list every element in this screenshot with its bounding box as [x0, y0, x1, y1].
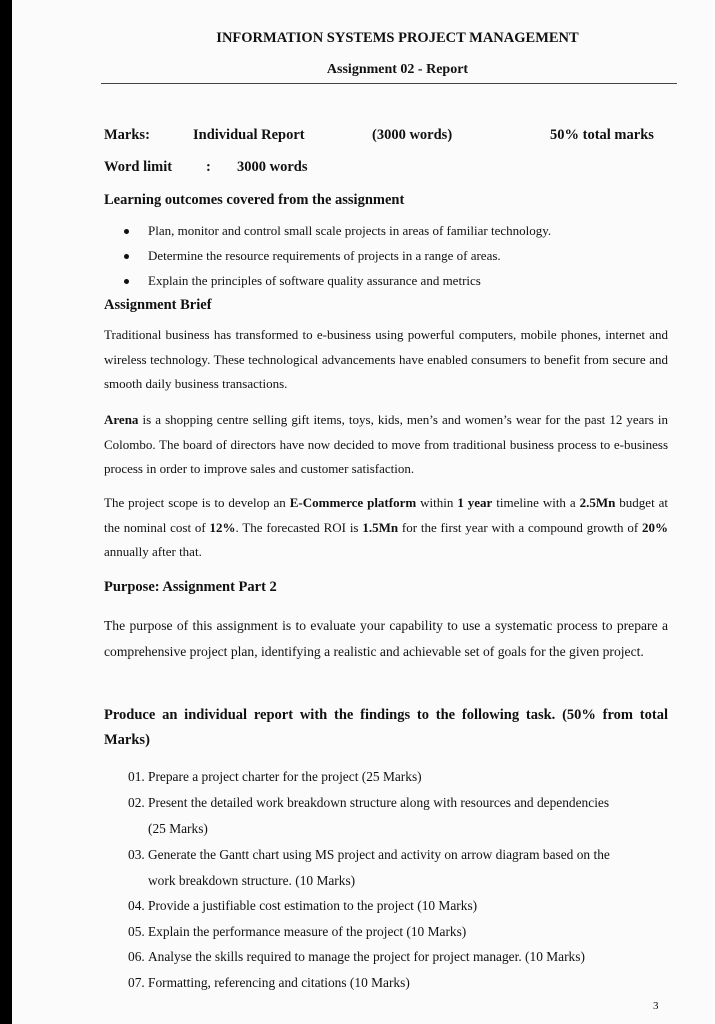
- document-subtitle: Assignment 02 - Report: [326, 62, 469, 77]
- task-number: 02.: [128, 795, 145, 810]
- header-divider: [101, 83, 677, 84]
- word-limit-value: 3000 words: [237, 159, 308, 175]
- outcome-item: Plan, monitor and control small scale projects in areas of familiar technology.: [148, 223, 552, 238]
- task-number: 04.: [128, 898, 145, 913]
- marks-label: Marks:: [104, 127, 150, 143]
- marks-weight: 50% total marks: [550, 127, 654, 143]
- purpose-paragraph: The purpose of this assignment is to evaluate your capability to use a systematic process to prepare a comprehensive project plan, identifying a realistic and achievable set of goals for the given project.: [104, 618, 668, 659]
- brief-paragraph-3: The project scope is to develop an E-Commerce platform within 1 year timeline with a 2.5Mn budget at the nominal cost of 12%. The forecasted ROI is 1.5Mn for the first year with a compound growth of 20% annually after that.: [104, 495, 669, 559]
- task-text: Provide a justifiable cost estimation to the project (10 Marks): [148, 898, 478, 913]
- task-number: 03.: [128, 847, 145, 862]
- bullet-icon: [124, 279, 129, 284]
- marks-words: (3000 words): [372, 127, 453, 143]
- task-text: Formatting, referencing and citations (10 Marks): [148, 975, 410, 990]
- outcomes-heading: Learning outcomes covered from the assignment: [104, 192, 405, 208]
- brief-heading: Assignment Brief: [104, 297, 212, 313]
- purpose-heading: Purpose: Assignment Part 2: [104, 579, 277, 595]
- brief-paragraph-1: Traditional business has transformed to e-business using powerful computers, mobile phones, internet and wireless technology. These technological advancements have enabled consumers to benefit from secure and smooth daily business transactions.: [104, 327, 668, 391]
- task-heading: Produce an individual report with the findings to the following task. (50% from total Marks): [104, 707, 668, 748]
- bullet-icon: [124, 254, 129, 259]
- task-text: Explain the performance measure of the project (10 Marks): [148, 924, 467, 939]
- task-text: Generate the Gantt chart using MS project and activity on arrow diagram based on the: [148, 847, 610, 862]
- task-number: 06.: [128, 949, 145, 964]
- task-number: 05.: [128, 924, 145, 939]
- task-text: (25 Marks): [148, 821, 208, 836]
- company-name: Arena: [104, 412, 139, 427]
- task-number: 07.: [128, 975, 145, 990]
- word-limit-label: Word limit: [104, 159, 173, 175]
- word-limit-separator: :: [206, 159, 211, 175]
- outcome-item: Determine the resource requirements of projects in a range of areas.: [148, 248, 501, 263]
- task-text: Prepare a project charter for the project (25 Marks): [148, 769, 422, 784]
- document-page: [12, 0, 715, 1024]
- outcome-item: Explain the principles of software quality assurance and metrics: [148, 273, 481, 288]
- task-text: Analyse the skills required to manage the project for project manager. (10 Marks): [148, 949, 585, 964]
- task-text: work breakdown structure. (10 Marks): [148, 873, 356, 888]
- page-number: 3: [653, 1000, 659, 1012]
- task-number: 01.: [128, 769, 145, 784]
- marks-type: Individual Report: [193, 127, 305, 143]
- task-text: Present the detailed work breakdown structure along with resources and dependencies: [148, 795, 610, 810]
- bullet-icon: [124, 229, 129, 234]
- document-title: INFORMATION SYSTEMS PROJECT MANAGEMENT: [216, 30, 579, 46]
- brief-paragraph-2: Arena is a shopping centre selling gift items, toys, kids, men’s and women’s wear for the past 12 years in Colombo. The board of directors have now decided to move from traditional business process to e-business process in order to improve sales and customer satisfaction.: [104, 412, 668, 476]
